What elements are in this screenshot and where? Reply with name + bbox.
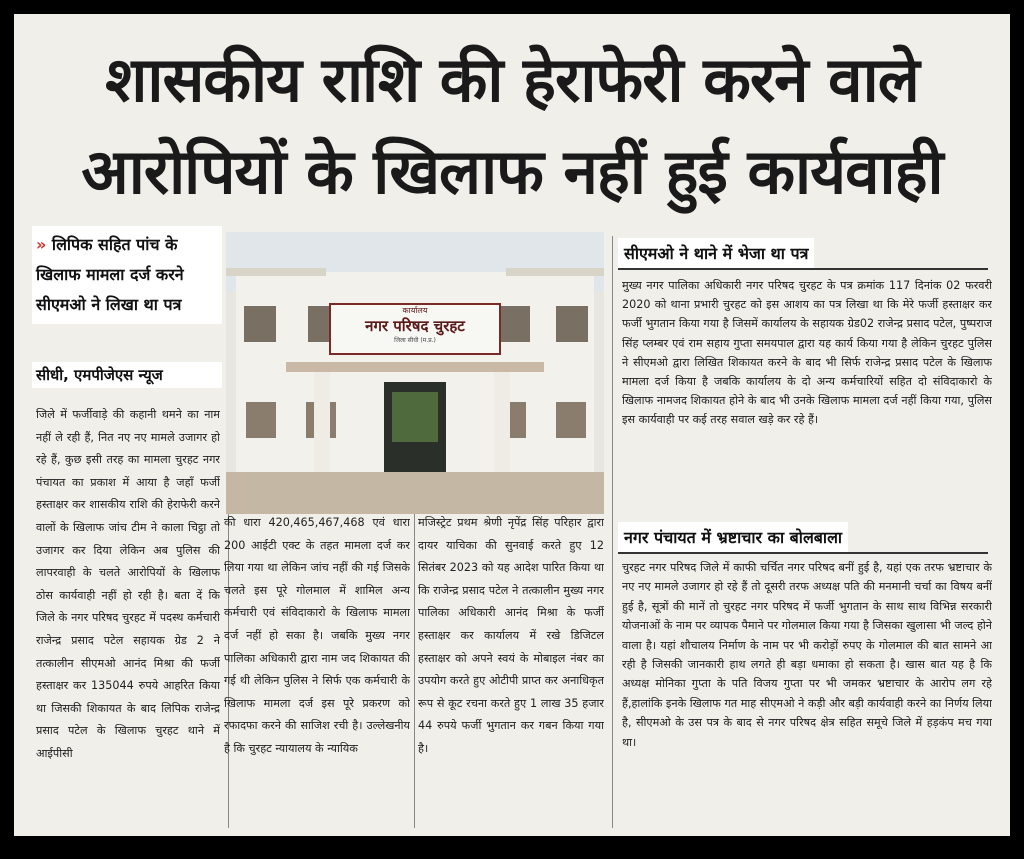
headline-line-2: आरोपियों के खिलाफ नहीं हुई कार्यवाही bbox=[81, 135, 943, 208]
column-divider-3 bbox=[612, 236, 613, 828]
side-heading-2-rule bbox=[618, 552, 988, 554]
side-heading-1-rule bbox=[618, 268, 988, 270]
signboard-small: कार्यालय bbox=[402, 306, 428, 315]
side-article-1: मुख्य नगर पालिका अधिकारी नगर परिषद चुरहट के पत्र क्रमांक 117 दिनांक 02 फरवरी 2020 को थाना प्रभारी चुरहट को इस आशय का पत्र लिखा था कि मेरे फर्जी हस्ताक्षर कर फर्जी भुगतान किया गया है जिसमें कार्यालय के सहायक ग्रेड02 राजेन्द्र प्रसाद पटेल, पुष्पराज सिंह प्लम्बर एवं राम सहाय गुप्ता समयपाल द्वारा यह कार्य किया गया है लेकिन चुरहट पुलिस ने सीएमओ द्वारा लिखित शिकायत करने के बाद भी सिर्फ राजेन्द्र प्रसाद पटेल के खिलाफ मामला दर्ज किया है जबकि कार्यालय के दो अन्य कर्मचारियों सहित दो संविदाकारो के खिलाफ नामजद शिकायत होने के बाद भी उनके खिलाफ मामला दर्ज नहीं किया गया, पुलिस इस कार्यवाही पर कई तरह सवाल खड़े कर रहे हैं। bbox=[622, 279, 992, 427]
building-illustration bbox=[226, 232, 604, 514]
kicker-text: लिपिक सहित पांच के खिलाफ मामला दर्ज करने सीएमओ ने लिखा था पत्र bbox=[36, 235, 184, 314]
article-column-3: मजिस्ट्रेट प्रथम श्रेणी नृपेंद्र सिंह परिहार द्वारा दायर याचिका की सुनवाई करते हुए 12 सितंबर 2023 को यह आदेश पारित किया था कि राजेन्द्र प्रसाद पटेल ने तत्कालीन मुख्य नगर पालिका अधिकारी आनंद मिश्रा के फर्जी हस्ताक्षर कर कार्यालय में रखे डिजिटल हस्ताक्षर को अपने स्वयं के मोबाइल नंबर का उपयोग करते हुए ओटीपी प्राप्त कर अनाधिकृत रूप से कूट रचना करते हुए 1 लाख 35 हजार 44 रुपये फर्जी भुगतान कर गबन किया गया है। bbox=[418, 516, 604, 755]
signboard-sub: जिला सीधी (म.प्र.) bbox=[394, 337, 436, 344]
newspaper-clipping bbox=[14, 14, 1010, 836]
headline-line-1: शासकीय राशि की हेराफेरी करने वाले bbox=[105, 43, 919, 116]
kicker-mark: » bbox=[36, 235, 47, 254]
side-heading-2: नगर पंचायत में भ्रष्टाचार का बोलबाला bbox=[618, 522, 848, 552]
article-column-2: की धारा 420,465,467,468 एवं धारा 200 आईटी एक्ट के तहत मामला दर्ज कर लिया गया था लेकिन जांच नहीं की गई जिसके चलते इस पूरे गोलमाल में शामिल अन्य कर्मचारी एवं संविदाकारो के खिलाफ मामला दर्ज नहीं हो सका है। जबकि मुख्य नगर पालिका अधिकारी द्वारा नाम जद शिकायत की गई थी लेकिन पुलिस ने सिर्फ एक कर्मचारी के खिलाफ मामला दर्ज इस पूरे प्रकरण को रफादफा करने की साजिश रची है। उल्लेखनीय है कि चुरहट न्यायालय के न्यायिक bbox=[224, 516, 410, 755]
headline bbox=[20, 34, 1004, 218]
side-heading-1: सीएमओ ने थाने में भेजा था पत्र bbox=[618, 238, 814, 268]
office-building-photo bbox=[226, 232, 604, 514]
side-article-2: चुरहट नगर परिषद जिले में काफी चर्चित नगर परिषद बनीं हुई है, यहां एक तरफ भ्रष्टाचार के नए नए मामले उजागर हो रहे हैं तो दूसरी तरफ अध्यक्ष पति की मनमानी चर्चा का विषय बनीं हुई है, सूत्रों की मानें तो चुरहट नगर परिषद में फर्जी भुगतान के साथ साथ विभिन्न सरकारी योजनाओं के नाम पर व्यापक पैमाने पर गोलमाल किया गया है जिसका खुलासा भी जल्द होने वाला है। यहां शौचालय निर्माण के नाम पर भी करोड़ों रुपए के गोलमाल की बात सामने आ रही है जिसकी जानकारी हाथ लगते ही बड़ा धमाका हो सकता है। खास बात यह है कि अध्यक्ष मोनिका गुप्ता के पति विजय गुप्ता पर भी जमकर भ्रष्टाचार के आरोप लग रहे हैं,हालांकि इनके खिलाफ गत माह सीएमओ ने कड़ी और बड़ी कार्यवाही करने का निर्णय लिया है, सीएमओ के उस पत्र के बाद से नगर परिषद क्षेत्र सहित समूचे जिले में हड़कंप मच गया था। bbox=[622, 561, 992, 749]
article-column-1: जिले में फर्जीवाड़े की कहानी थमने का नाम नहीं ले रही हैं, नित नए नए मामले उजागर हो रहे हैं, कुछ इसी तरह का मामला चुरहट नगर पंचायत का प्रकाश में आया है जहाँ फर्जी हस्ताक्षर कर शासकीय राशि की हेराफेरी करने वालों के खिलाफ जांच टीम ने काला चिट्ठा तो उजागर कर दिया लेकिन अब पुलिस की लापरवाही के चलते आरोपियों के खिलाफ ठोस कार्यवाही नहीं हो रही है। बता दें कि जिले के नगर परिषद चुरहट में पदस्थ कर्मचारी राजेन्द्र प्रसाद पटेल सहायक ग्रेड 2 ने तत्कालीन सीएमओ आनंद मिश्रा की फर्जी हस्ताक्षर कर 135044 रुपये आहरित किया था जिसकी शिकायत के बाद लिपिक राजेन्द्र प्रसाद पटेल के खिलाफ चुरहट थाने में आईपीसी bbox=[36, 408, 220, 760]
signboard bbox=[332, 306, 498, 352]
byline: सीधी, एमपीजेएस न्यूज bbox=[32, 362, 222, 388]
column-divider-2 bbox=[414, 514, 415, 828]
signboard-main: नगर परिषद चुरहट bbox=[365, 317, 465, 335]
kicker-box bbox=[32, 226, 222, 324]
